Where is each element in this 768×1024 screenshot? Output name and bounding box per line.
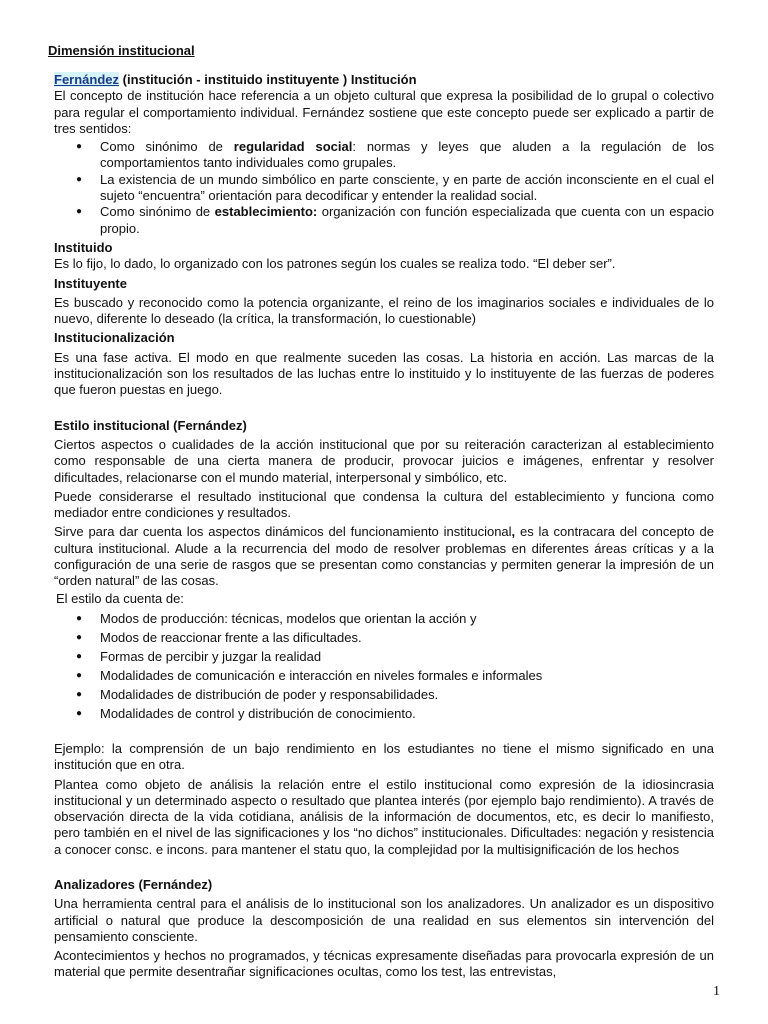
- author-link[interactable]: Fernández: [54, 72, 120, 87]
- paragraph-plantea: Plantea como objeto de análisis la relación entre el estilo institucional como expresión de la idiosincrasia institucional y un determinado aspecto o resultado que plantea interés (por ejemplo bajo rendimiento). A través de observación directa de la vida cotidiana, análisis de la información de documentos, etc, es decir lo manifiesto, pero también en el nivel de las significaciones y los “no dichos” institucionales. Dificultades: negación y resistencia a conocer consc. e incons. para mantener el statu quo, la complejidad por la multisignificación de los hechos: [54, 776, 714, 857]
- section-heading-rest: (institución - instituido instituyente ) Institución: [119, 72, 417, 87]
- section-heading-fernandez: [54, 72, 714, 88]
- document-title: Dimensión institucional: [48, 43, 195, 58]
- list-item: [54, 139, 714, 172]
- paragraph-estilo-3: [54, 524, 714, 589]
- paragraph-intro: El concepto de institución hace referencia a un objeto cultural que expresa la posibilidad de lo grupal o colectivo para regular el comportamiento individual. Fernández sostiene que este concepto puede ser explicado a partir de tres sentidos:: [54, 88, 714, 136]
- list-item: ● Formas de percibir y juzgar la realidad: [54, 647, 714, 666]
- paragraph-estilo-2: Puede considerarse el resultado institucional que condensa la cultura del establecimiento y funciona como mediador entre condiciones y resultados.: [54, 488, 714, 521]
- senses-list: [54, 139, 714, 237]
- paragraph-text: Sirve para dar cuenta los aspectos dinámicos del funcionamiento institucional: [54, 524, 512, 540]
- heading-estilo: Estilo institucional (Fernández): [54, 417, 247, 433]
- item-bold-text: regularidad social: [233, 139, 353, 155]
- item-text: : normas y leyes que aluden a la regulación de los comportamientos tanto individuales como grupales.: [100, 139, 715, 171]
- item-text: Como sinónimo de: [100, 204, 215, 220]
- paragraph-estilo-1: Ciertos aspectos o cualidades de la acción institucional que por su reiteración caracterizan al establecimiento como responsable de una cierta manera de producir, provocar juicios e imágenes, enfrentar y resolver dificultades, relacionarse con el mundo material, interpersonal y simbólico, etc.: [54, 436, 714, 485]
- page-number: 1: [713, 984, 720, 999]
- document-body: [54, 72, 714, 981]
- list-item: ● Modalidades de distribución de poder y responsabilidades.: [54, 685, 714, 704]
- paragraph-ejemplo: Ejemplo: la comprensión de un bajo rendimiento en los estudiantes no tiene el mismo significado en una institución que en otra.: [54, 740, 714, 773]
- heading-analizadores: Analizadores (Fernández): [54, 876, 213, 892]
- heading-instituido: Instituido: [54, 239, 113, 255]
- heading-institucionalizacion: Institucionalización: [54, 330, 175, 346]
- list-item: ● Modos de producción: técnicas, modelos que orientan la acción y: [54, 609, 714, 628]
- list-intro: El estilo da cuenta de:: [56, 590, 184, 606]
- list-item: ● Modos de reaccionar frente a las dificultades.: [54, 628, 714, 647]
- paragraph-instituido: Es lo fijo, lo dado, lo organizado con los patrones según los cuales se realiza todo. “El deber ser”.: [54, 256, 616, 272]
- estilo-list: [54, 609, 714, 723]
- item-text: Como sinónimo de: [100, 139, 234, 155]
- paragraph-analizadores-2: Acontecimientos y hechos no programados, y técnicas expresamente diseñadas para provocarla expresión de un material que permite desentrañar significaciones ocultas, como los test, las entrevistas,: [54, 948, 714, 980]
- list-item: ● Modalidades de control y distribución de conocimiento.: [54, 704, 714, 723]
- paragraph-instituyente: Es buscado y reconocido como la potencia organizante, el reino de los imaginarios sociales e individuales de lo nuevo, diferente lo deseado (la crítica, la transformación, lo cuestionable): [54, 294, 714, 327]
- list-item: [54, 172, 714, 205]
- paragraph-text: es la contracara del concepto de cultura institucional. Alude a la recurrencia del modo de resolver problemas en diferentes áreas críticas y a la configuración de una serie de rasgos que se presentan como constancias y permiten generar la impresión de un “orden natural” de las cosas.: [54, 524, 714, 589]
- list-item: [54, 204, 714, 237]
- heading-instituyente: Instituyente: [54, 275, 127, 291]
- item-bold-text: establecimiento:: [214, 204, 318, 220]
- paragraph-institucionalizacion: Es una fase activa. El modo en que realmente suceden las cosas. La historia en acción. Las marcas de la institucionalización son los resultados de las luchas entre lo instituido y lo instituyente de las fuerzas de poderes que fueron puestas en juego.: [54, 349, 714, 398]
- item-text: organización con función especializada que cuenta con un espacio propio.: [100, 204, 715, 236]
- paragraph-analizadores-1: Una herramienta central para el análisis de lo institucional son los analizadores. Un analizador es un dispositivo artificial o natural que produce la descomposición de una realidad en sus elementos sin intervención del pensamiento consciente.: [54, 896, 714, 944]
- item-text: La existencia de un mundo simbólico en parte consciente, y en parte de acción inconsciente en el cual el sujeto “encuentra” orientación para decodificar y entender la realidad social.: [100, 171, 714, 204]
- paragraph-bold-text: ,: [511, 524, 516, 540]
- list-item: ● Modalidades de comunicación e interacción en niveles formales e informales: [54, 666, 714, 685]
